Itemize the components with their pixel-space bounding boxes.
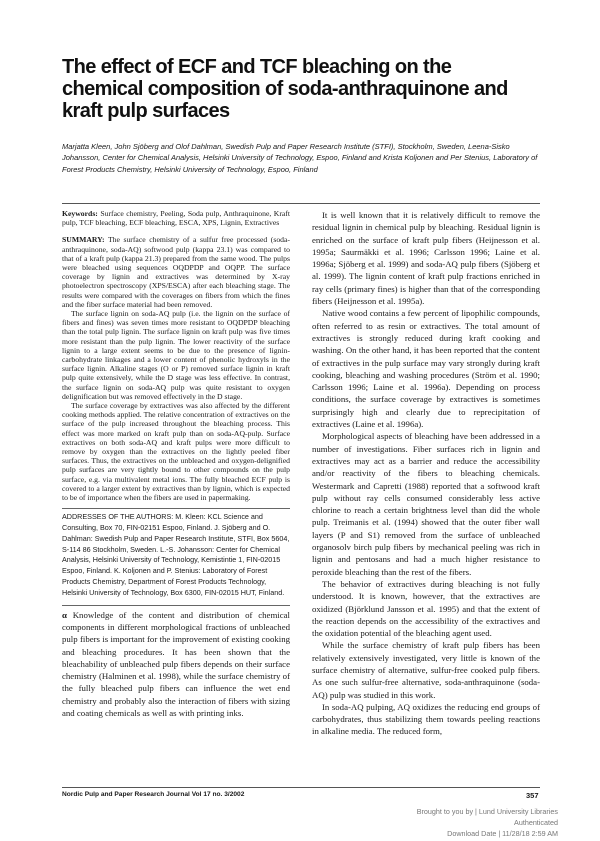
- summary-text-1: The surface chemistry of a sulfur free processed (soda-anthraquinone, soda-AQ) softwood pulp (kappa 23.1) was compared to that of a kraft pulp (kappa 21.3) prepared from the same wood. The pulps were bleached using sequences OQDPDP and OQPP. The surface coverage by lignin and extractives was determined by X-ray photoelectron spectroscopy (XPS/ESCA) after each bleaching stage. The results were compared with the coverages on fibers from which the fines and the fiber surface material had been removed.: [62, 235, 290, 309]
- download-line: Authenticated: [514, 818, 558, 827]
- download-line: Brought to you by | Lund University Libraries: [416, 807, 558, 816]
- article-title: The effect of ECF and TCF bleaching on the chemical composition of soda-anthraquinone and kraft pulp surfaces: [62, 56, 508, 122]
- summary-label: SUMMARY:: [62, 235, 105, 245]
- body-paragraph: [62, 609, 290, 720]
- alpha-mark: α: [62, 609, 67, 620]
- page-number: 357: [526, 791, 539, 800]
- body-paragraph: The behavior of extractives during bleaching is not fully understood. It is known, however, that the extractives are oxidized (Björklund Jansson et al. 1995) and that the extent of the reaction depends on the accessibility of the extractives and the oxidation potential of the bleaching agent used.: [312, 578, 540, 639]
- author-addresses: ADDRESSES OF THE AUTHORS: M. Kleen: KCL Science and Consulting, Box 70, FIN-02151 Espoo, Finland. J. Sjöberg and O. Dahlman: Swedish Pulp and Paper Research Institute, STFI, Box 5604, S-114 86 Stockholm, Sweden. L.-S. Johansson: Center for Chemical Analysis, Helsinki University of Technology, Kemistintie 1, FIN-02015 Espoo, Finland. K. Koljonen and P. Stenius: Laboratory of Forest Products Chemistry, Department of Forest Products Technology, Helsinki University of Technology, Box 6300, FIN-02015 HUT, Finland.: [62, 512, 290, 597]
- body-text: Knowledge of the content and distribution of chemical components in different morphological fractions of unbleached pulp fibers is important for the improvement of existing cooking and bleaching procedures. It has been shown that the bleachability of unbleached pulp fibers depends on their surface chemistry (Halminen et al. 1998), while the surface chemistry of the fully bleached pulp fibers can influence the wet end chemistry and probably also the interaction of fibers with sizing and coating chemicals as well as with printing inks.: [62, 609, 290, 719]
- body-paragraph: Morphological aspects of bleaching have been addressed in a number of investigations. Fiber surfaces rich in lignin and extractives may act as a barrier and reduce the accessibility and/or reactivity of the fibers to bleaching chemicals. Westermark and Capretti (1988) reported that a softwood kraft pulp without ray cells consumed considerably less active chlorine to reach a certain brightness level than did the whole pulp. Treimanis et al. (1994) showed that the outer fiber wall layers (P and S1) removed from the surface of unbleached organosolv birch pulp fibers by mechanical peeling was rich in lignin and pentosans and had a much higher resistance to peroxide bleaching than the rest of the fibers.: [312, 431, 540, 577]
- summary: [62, 235, 290, 502]
- download-stamp: [417, 806, 558, 839]
- right-column: [312, 209, 540, 738]
- body-paragraph: While the surface chemistry of kraft pulp fibers has been relatively extensively investigated, very little is known of the surface chemistry of alternative, sulfur-free cooked pulp fibers. As one such sulfur-free alternative, soda-anthraquinone (soda-AQ) pulp was studied in this work.: [312, 640, 540, 700]
- download-line: Download Date | 11/28/18 2:59 AM: [447, 829, 558, 838]
- summary-paragraph: The surface coverage by extractives was also affected by the different cooking methods applied. The relative concentration of extractives on the surface of the pulp increased throughout the bleaching process. This effect was more marked on kraft pulp than on soda-AQ-pulp. Surface extractives on both soda-AQ and kraft pulps were more difficult to remove by oxygen than the extractives on the lightly peeled fiber surfaces. Thus, the extractives on the unbleached and oxygen-delignified pulp surfaces are very tightly bound to other compounds on the pulp surface, e.g. via multivalent metal ions. The fully bleached ECF pulp is covered to a larger extent by extractives than by lignin, which is expected to be of importance when the fibers are used in papermaking.: [62, 401, 290, 503]
- header-rule: [62, 203, 540, 204]
- left-body: [62, 609, 290, 720]
- summary-paragraph: [62, 235, 290, 309]
- summary-paragraph: The surface lignin on soda-AQ pulp (i.e. the lignin on the surface of fibers and fines) was seven times more resistant to OQDPDP bleaching than the total pulp lignin. The surface lignin on kraft pulp was five times more resistant than the pulp lignin. The lower reactivity of the surface lignin to a large extent seems to be due to the presence of lignin-carbohydrate linkages and a lower content of phenolic hydroxyls in the surface lignin. Alkaline stages (O or P) removed surface lignin in kraft pulp quite extensively, while the D stage was less effective. In contrast, the surface lignin on soda-AQ pulp was quite resistant to oxygen delignification but was removed effectively in the D stage.: [62, 309, 290, 401]
- keywords-label: Keywords:: [62, 209, 98, 218]
- addresses-rule: [62, 508, 290, 509]
- addresses-rule-bottom: [62, 605, 290, 606]
- author-affiliations: Marjatta Kleen, John Sjöberg and Olof Dahlman, Swedish Pulp and Paper Research Institute (STFI), Stockholm, Sweden, Leena-Sisko Johansson, Center for Chemical Analysis, Helsinki University of Technology, Espoo, Finland and Krista Koljonen and Per Stenius, Laboratory of Forest Products Chemistry, Helsinki University of Technology, Espoo, Finland: [62, 142, 538, 174]
- keywords-text: Surface chemistry, Peeling, Soda pulp, Anthraquinone, Kraft pulp, TCF bleaching, ECF bleaching, ESCA, XPS, Lignin, Extractives: [62, 209, 290, 228]
- body-paragraph: Native wood contains a few percent of lipophilic compounds, often referred to as resin or extractives. The total amount of extractives is strongly reduced during kraft cooking and washing. On the other hand, it has been reported that the content of extractives in the pulp surface may vary strongly during kraft cooking, bleaching and washing procedures (Ström et al. 1990; Carlsson 1996; Laine et al. 1996a). Depending on process conditions, the surface coverage by extractives is sometimes surprisingly high and clearly due to reprecipitation of extractives (Laine et al. 1996a).: [312, 308, 540, 430]
- left-column: [62, 209, 290, 719]
- keywords: [62, 209, 290, 227]
- body-paragraph: In soda-AQ pulping, AQ oxidizes the reducing end groups of carbohydrates, thus stabilizing them towards peeling reactions in alkaline media. The reduced form,: [312, 701, 540, 737]
- body-paragraph: It is well known that it is relatively difficult to remove the residual lignin in chemical pulp by bleaching. Residual lignin is enriched on the surface of kraft pulp fibers (Heijnesson et al. 1995a; Saurmäkki et al. 1996; Carlsson 1996; Laine et al. 1996a; Sjöberg et al. 1999) and soda-AQ pulp fibers (Sjöberg et al. 1999). The lignin content of kraft pulp fractions enriched in ray cells (primary fines) is higher than that of the corresponding fibers (Heijnesson et al. 1995a).: [312, 210, 540, 307]
- journal-footer: Nordic Pulp and Paper Research Journal Vol 17 no. 3/2002: [62, 791, 245, 798]
- footer-rule: [62, 787, 540, 788]
